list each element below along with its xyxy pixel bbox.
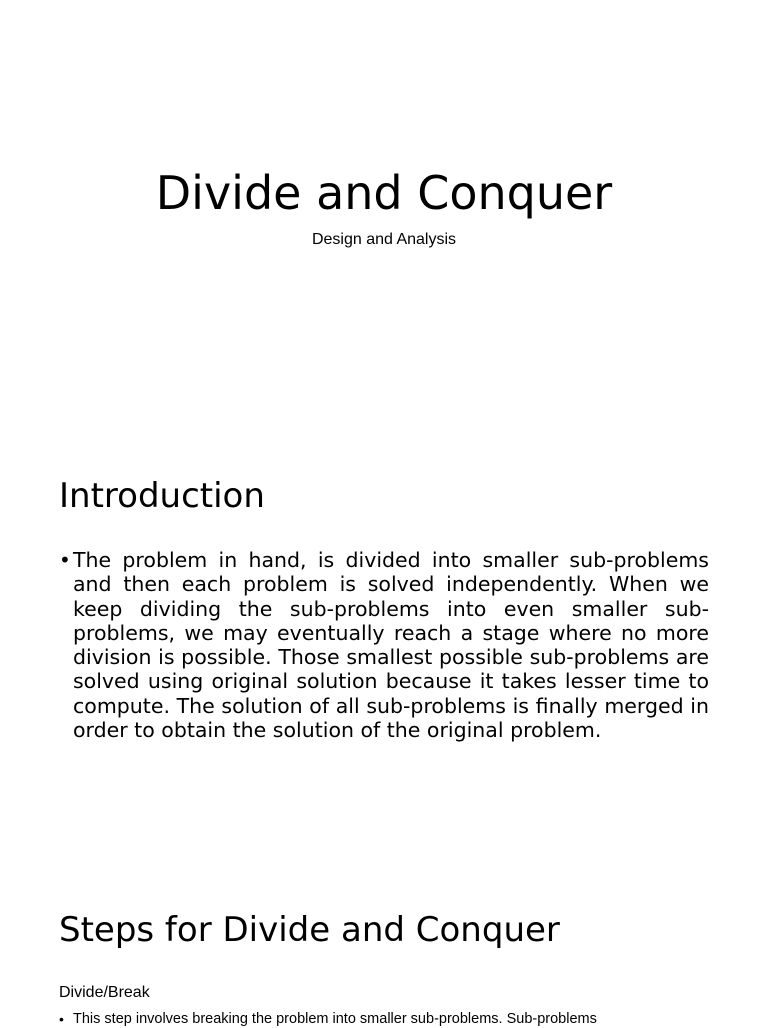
steps-bullet-text: This step involves breaking the problem into smaller sub-problems. Sub-problems [73, 1011, 597, 1027]
presentation-subtitle: Design and Analysis [311, 231, 457, 248]
introduction-heading: Introduction [59, 476, 265, 516]
presentation-title: Divide and Conquer [155, 166, 613, 220]
bullet-icon: • [59, 1011, 64, 1027]
introduction-bullet [59, 548, 709, 742]
introduction-bullet-text: The problem in hand, is divided into smaller sub-problems and then each problem is solved independently. When we keep dividing the sub-problems into even smaller sub-problems, we may eventually reach a stage where no more division is possible. Those smallest possible sub-problems are solved using original solution because it takes lesser time to compute. The solution of all sub-problems is finally merged in order to obtain the solution of the original problem. [73, 548, 709, 743]
steps-slide [0, 864, 768, 1027]
steps-heading: Steps for Divide and Conquer [59, 910, 560, 950]
introduction-slide [0, 384, 768, 864]
title-slide [0, 0, 768, 384]
steps-subheading: Divide/Break [59, 984, 150, 1001]
steps-bullet [59, 1010, 709, 1028]
bullet-icon: • [59, 548, 71, 572]
